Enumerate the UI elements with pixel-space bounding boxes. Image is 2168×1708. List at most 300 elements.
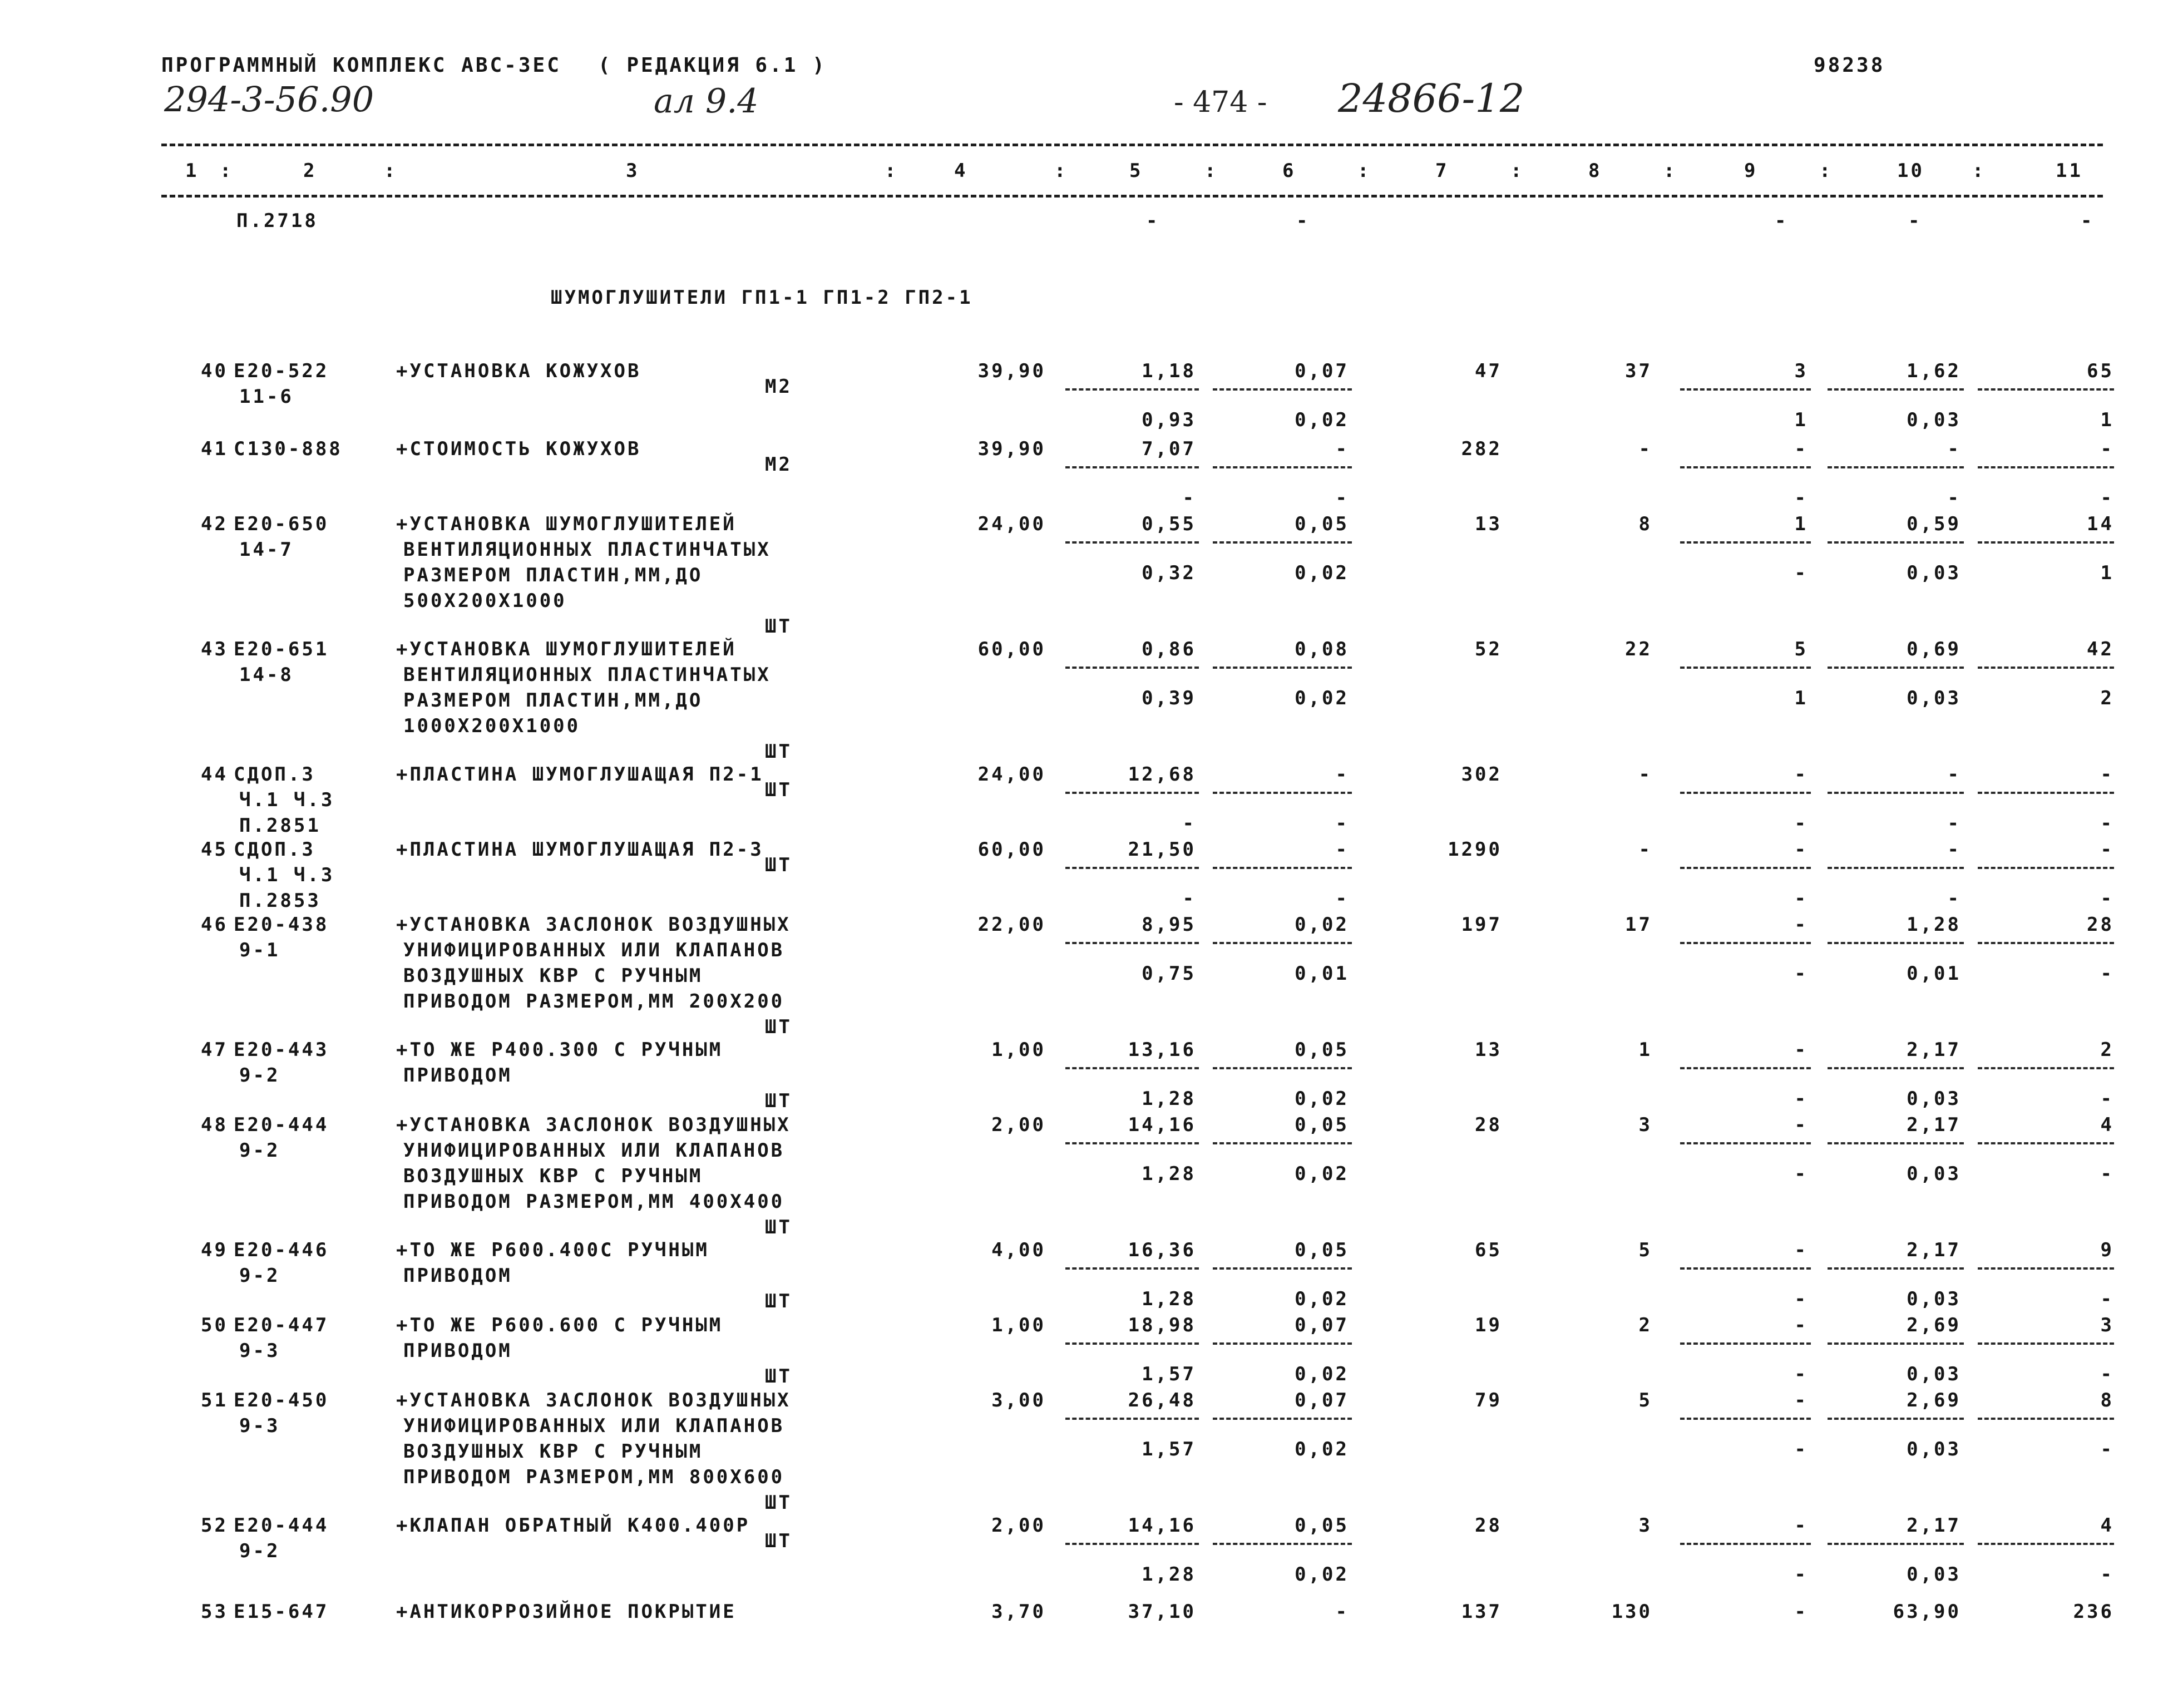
row-c10-separator [1828,942,1964,944]
row-c9-secondary: 1 [1794,409,1808,431]
row-c10-secondary: 0,03 [1907,687,1961,709]
row-c11-secondary: 2 [2100,687,2114,709]
row-number: 43 [201,638,228,660]
row-c5-secondary: - [1182,887,1196,910]
column-header-11: 11 [2056,160,2083,182]
row-col8: 5 [1638,1389,1652,1411]
row-number: 42 [201,513,228,535]
row-description: +АНТИКОРРОЗИЙНОЕ ПОКРЫТИЕ [396,1601,737,1623]
row-code: Е20-438 [234,914,329,936]
row-unit: ШТ [765,854,792,876]
row-col7: 79 [1475,1389,1502,1411]
row-col7: 28 [1475,1514,1502,1537]
row-c11-separator [1978,867,2114,869]
row-description: ВЕНТИЛЯЦИОННЫХ ПЛАСТИНЧАТЫХ [403,664,771,686]
row-unit: М2 [765,376,792,398]
row-c6: 0,07 [1295,1389,1349,1411]
row-c9-separator [1680,1267,1811,1270]
row-description: +ПЛАСТИНА ШУМОГЛУШАЩАЯ П2-1 [396,763,764,786]
row-description: РАЗМЕРОМ ПЛАСТИН,ММ,ДО [403,689,703,712]
carry-dash-value: - [1296,210,1310,232]
column-header-4: 4 [954,160,968,182]
column-separator: : [1972,160,1986,182]
row-c5-secondary: - [1182,487,1196,509]
row-quantity: 24,00 [977,763,1046,786]
row-c10-separator [1828,792,1964,794]
row-col7: 302 [1461,763,1502,786]
row-c11-separator [1978,466,2114,468]
row-c11: 4 [2100,1514,2114,1537]
row-code: Е20-450 [234,1389,329,1411]
row-c5-separator [1065,1267,1199,1270]
row-c6: 0,05 [1295,1239,1349,1261]
row-description: +УСТАНОВКА ЗАСЛОНОК ВОЗДУШНЫХ [396,914,791,936]
row-description: +УСТАНОВКА ШУМОГЛУШИТЕЛЕЙ [396,638,737,660]
edition-label: ( РЕДАКЦИЯ 6.1 ) [598,54,827,77]
column-separator: : [1204,160,1218,182]
row-number: 46 [201,914,228,936]
header-rule-bottom [161,195,2103,198]
row-c10-separator [1828,1267,1964,1270]
row-c6-separator [1213,792,1352,794]
row-code: 11-6 [239,386,294,408]
row-number: 50 [201,1314,228,1336]
row-c6-secondary: 0,02 [1295,409,1349,431]
row-description: УНИФИЦИРОВАННЫХ ИЛИ КЛАПАНОВ [403,939,785,961]
row-c9-secondary: - [1794,1163,1808,1185]
row-description: +УСТАНОВКА ЗАСЛОНОК ВОЗДУШНЫХ [396,1114,791,1136]
column-separator: : [1357,160,1371,182]
program-name: ПРОГРАММНЫЙ КОМПЛЕКС АВС-3ЕС [161,54,561,77]
row-col8: 3 [1638,1514,1652,1537]
row-c10-secondary: 0,03 [1907,1563,1961,1586]
row-c9-separator [1680,1342,1811,1345]
carry-dash-value: - [1908,210,1922,232]
column-separator: : [1510,160,1524,182]
row-c10: 2,17 [1907,1239,1961,1261]
album-label: ал 9.4 [654,82,759,121]
row-c6-secondary: 0,02 [1295,687,1349,709]
row-c10: 1,62 [1907,360,1961,382]
row-col7: 1290 [1448,838,1502,861]
row-c10-separator [1828,1067,1964,1069]
row-c5: 37,10 [1128,1601,1196,1623]
row-c10-separator [1828,1418,1964,1420]
row-quantity: 60,00 [977,838,1046,861]
row-c11-separator [1978,1067,2114,1069]
row-code: 9-3 [239,1415,280,1437]
row-description: ПРИВОДОМ [403,1064,512,1087]
row-description: УНИФИЦИРОВАННЫХ ИЛИ КЛАПАНОВ [403,1139,785,1162]
row-col7: 65 [1475,1239,1502,1261]
row-description: 1000Х200Х1000 [403,715,581,737]
row-c5-separator [1065,388,1199,391]
row-description: ПРИВОДОМ [403,1340,512,1362]
row-c9-separator [1680,388,1811,391]
row-description: +КЛАПАН ОБРАТНЫЙ К400.400Р [396,1514,750,1537]
row-code: Е20-444 [234,1114,329,1136]
row-c10: - [1947,438,1961,460]
row-c11: 4 [2100,1114,2114,1136]
row-c6: 0,05 [1295,1514,1349,1537]
row-c11: - [2100,438,2114,460]
row-c9-secondary: - [1794,487,1808,509]
row-c11-secondary: - [2100,1288,2114,1310]
row-col7: 13 [1475,1039,1502,1061]
column-header-6: 6 [1282,160,1296,182]
row-col8: - [1638,438,1652,460]
row-col8: 130 [1611,1601,1652,1623]
row-number: 52 [201,1514,228,1537]
row-description: +ТО ЖЕ Р600.400С РУЧНЫМ [396,1239,709,1261]
row-c10-secondary: - [1947,887,1961,910]
row-c9-secondary: - [1794,1288,1808,1310]
row-unit: М2 [765,453,792,476]
row-c5: 16,36 [1128,1239,1196,1261]
row-c11: 236 [2073,1601,2114,1623]
row-col8: 17 [1625,914,1652,936]
row-c6-separator [1213,388,1352,391]
row-quantity: 2,00 [991,1114,1046,1136]
column-header-1: 1 [185,160,199,182]
row-c6: 0,05 [1295,513,1349,535]
row-c10-secondary: 0,03 [1907,562,1961,584]
row-col8: - [1638,763,1652,786]
row-c11-separator [1978,942,2114,944]
row-c11-secondary: - [2100,1363,2114,1385]
row-c11-separator [1978,667,2114,669]
row-number: 47 [201,1039,228,1061]
column-header-3: 3 [626,160,640,182]
row-c11-separator [1978,1267,2114,1270]
row-c5: 21,50 [1128,838,1196,861]
row-c11: 28 [2087,914,2114,936]
column-separator: : [220,160,234,182]
row-unit: ШТ [765,741,792,763]
row-quantity: 3,70 [991,1601,1046,1623]
row-c6-secondary: 0,02 [1295,1088,1349,1110]
row-c10-separator [1828,1142,1964,1144]
row-c9: - [1794,1514,1808,1537]
row-code: Е20-651 [234,638,329,660]
row-number: 53 [201,1601,228,1623]
column-header-7: 7 [1435,160,1449,182]
row-code: СДОП.3 [234,763,315,786]
row-c5-secondary: 1,28 [1142,1288,1196,1310]
row-c6-secondary: 0,02 [1295,562,1349,584]
row-c10-secondary: 0,03 [1907,1438,1961,1460]
row-c5-separator [1065,1142,1199,1144]
row-quantity: 1,00 [991,1039,1046,1061]
row-code: П.2851 [239,814,321,837]
row-c6-secondary: 0,02 [1295,1438,1349,1460]
row-c9-separator [1680,1142,1811,1144]
row-col7: 13 [1475,513,1502,535]
row-c10: - [1947,838,1961,861]
row-col7: 197 [1461,914,1502,936]
row-col7: 19 [1475,1314,1502,1336]
row-c11: 65 [2087,360,2114,382]
row-description: +ПЛАСТИНА ШУМОГЛУШАЩАЯ П2-3 [396,838,764,861]
row-unit: ШТ [765,1090,792,1112]
row-c9-secondary: - [1794,962,1808,985]
row-c6: 0,08 [1295,638,1349,660]
row-description: УНИФИЦИРОВАННЫХ ИЛИ КЛАПАНОВ [403,1415,785,1437]
row-c10-separator [1828,541,1964,544]
row-c9: 5 [1794,638,1808,660]
row-c6: 0,05 [1295,1114,1349,1136]
row-c6-secondary: 0,02 [1295,1363,1349,1385]
row-c5-secondary: 0,39 [1142,687,1196,709]
column-header-2: 2 [303,160,317,182]
row-c9-secondary: - [1794,1088,1808,1110]
row-col8: 22 [1625,638,1652,660]
row-c10: - [1947,763,1961,786]
row-c11-separator [1978,541,2114,544]
row-quantity: 24,00 [977,513,1046,535]
row-c6: - [1335,438,1349,460]
row-code: Е20-522 [234,360,329,382]
row-c11: 9 [2100,1239,2114,1261]
row-c5-separator [1065,792,1199,794]
row-col8: 5 [1638,1239,1652,1261]
row-c6-separator [1213,1267,1352,1270]
row-c11-secondary: - [2100,1563,2114,1586]
row-code: 9-2 [239,1064,280,1087]
row-c11: 14 [2087,513,2114,535]
row-c6: 0,05 [1295,1039,1349,1061]
row-c10-separator [1828,867,1964,869]
row-description: 500Х200Х1000 [403,590,567,612]
row-c6-separator [1213,1418,1352,1420]
row-col7: 137 [1461,1601,1502,1623]
row-c11: 2 [2100,1039,2114,1061]
row-c6-separator [1213,667,1352,669]
row-c6-separator [1213,1067,1352,1069]
row-code: 9-2 [239,1265,280,1287]
row-c9: - [1794,914,1808,936]
row-description: РАЗМЕРОМ ПЛАСТИН,ММ,ДО [403,564,703,586]
row-number: 49 [201,1239,228,1261]
row-c9-secondary: - [1794,1363,1808,1385]
row-number: 41 [201,438,228,460]
row-c10: 1,28 [1907,914,1961,936]
carry-dash-value: - [1146,210,1160,232]
row-unit: ШТ [765,1216,792,1238]
row-quantity: 60,00 [977,638,1046,660]
row-description: ВОЗДУШНЫХ КВР С РУЧНЫМ [403,1440,703,1463]
column-separator: : [1663,160,1677,182]
row-code: Е15-647 [234,1601,329,1623]
row-code: 9-2 [239,1540,280,1562]
row-c6-secondary: 0,02 [1295,1288,1349,1310]
row-code: Е20-443 [234,1039,329,1061]
row-c6: - [1335,763,1349,786]
row-c11-secondary: - [2100,487,2114,509]
sheet-code: 24866-12 [1338,76,1525,121]
row-col7: 28 [1475,1114,1502,1136]
row-c5: 18,98 [1128,1314,1196,1336]
row-c9-secondary: - [1794,812,1808,835]
row-c9: - [1794,1039,1808,1061]
row-number: 48 [201,1114,228,1136]
row-c6-secondary: 0,01 [1295,962,1349,985]
row-quantity: 3,00 [991,1389,1046,1411]
row-c9-secondary: - [1794,887,1808,910]
row-description: ПРИВОДОМ РАЗМЕРОМ,ММ 800Х600 [403,1466,785,1488]
row-c9-secondary: 1 [1794,687,1808,709]
row-c11-secondary: 1 [2100,562,2114,584]
row-quantity: 1,00 [991,1314,1046,1336]
column-header-9: 9 [1744,160,1758,182]
section-title: ШУМОГЛУШИТЕЛИ ГП1-1 ГП1-2 ГП2-1 [551,287,973,309]
form-number: 98238 [1814,54,1885,77]
row-c5: 0,55 [1142,513,1196,535]
row-c9: 3 [1794,360,1808,382]
row-c10-separator [1828,1342,1964,1345]
row-number: 44 [201,763,228,786]
row-c10-secondary: 0,03 [1907,1163,1961,1185]
row-c10-secondary: 0,03 [1907,1288,1961,1310]
row-c9-separator [1680,667,1811,669]
row-c5-secondary: 0,32 [1142,562,1196,584]
row-description: ВЕНТИЛЯЦИОННЫХ ПЛАСТИНЧАТЫХ [403,539,771,561]
column-separator: : [885,160,898,182]
row-code: Е20-444 [234,1514,329,1537]
column-separator: : [1054,160,1068,182]
row-unit: ШТ [765,779,792,801]
row-col7: 282 [1461,438,1502,460]
row-c10: 0,69 [1907,638,1961,660]
row-unit: ШТ [765,1492,792,1514]
row-c9-separator [1680,541,1811,544]
row-c6-secondary: 0,02 [1295,1563,1349,1586]
row-c5-secondary: 1,28 [1142,1163,1196,1185]
row-c5: 13,16 [1128,1039,1196,1061]
row-c6: 0,02 [1295,914,1349,936]
row-c10: 2,17 [1907,1039,1961,1061]
row-c9: - [1794,763,1808,786]
row-code: 9-1 [239,939,280,961]
row-c9: - [1794,838,1808,861]
row-c10-secondary: 0,01 [1907,962,1961,985]
row-c9-separator [1680,792,1811,794]
header-rule-top [161,144,2103,146]
row-c5-secondary: 0,93 [1142,409,1196,431]
row-description: ВОЗДУШНЫХ КВР С РУЧНЫМ [403,965,703,987]
column-header-5: 5 [1129,160,1143,182]
row-c9: - [1794,1239,1808,1261]
row-c11-separator [1978,1342,2114,1345]
row-c11-secondary: - [2100,1163,2114,1185]
row-unit: ШТ [765,1290,792,1312]
row-code: 9-2 [239,1139,280,1162]
carry-dash-value: - [2081,210,2095,232]
row-c6-separator [1213,867,1352,869]
row-c5: 1,18 [1142,360,1196,382]
row-number: 51 [201,1389,228,1411]
row-code: П.2853 [239,890,321,912]
row-unit: ШТ [765,1365,792,1388]
row-c10-separator [1828,667,1964,669]
row-c6-separator [1213,1342,1352,1345]
row-c5-secondary: 0,75 [1142,962,1196,985]
row-description: ВОЗДУШНЫХ КВР С РУЧНЫМ [403,1165,703,1187]
row-c10-secondary: 0,03 [1907,1088,1961,1110]
row-c9: - [1794,1114,1808,1136]
row-c11: - [2100,838,2114,861]
row-c9-secondary: - [1794,562,1808,584]
row-c5: 26,48 [1128,1389,1196,1411]
row-c11-separator [1978,1543,2114,1545]
row-c10: 2,69 [1907,1389,1961,1411]
row-c10-secondary: 0,03 [1907,1363,1961,1385]
column-separator: : [384,160,398,182]
row-c5-secondary: 1,57 [1142,1363,1196,1385]
row-c5-secondary: - [1182,812,1196,835]
row-code: Е20-447 [234,1314,329,1336]
row-c5-separator [1065,466,1199,468]
row-c6-separator [1213,1543,1352,1545]
row-col8: - [1638,838,1652,861]
row-c6-separator [1213,541,1352,544]
row-c5-separator [1065,1543,1199,1545]
row-c11-separator [1978,792,2114,794]
row-code: Е20-446 [234,1239,329,1261]
row-code: СДОП.3 [234,838,315,861]
row-c5: 0,86 [1142,638,1196,660]
row-c6-secondary: - [1335,887,1349,910]
row-c5: 14,16 [1128,1114,1196,1136]
row-c10-secondary: 0,03 [1907,409,1961,431]
row-code: С130-888 [234,438,343,460]
row-c11: 8 [2100,1389,2114,1411]
row-c11-secondary: - [2100,1088,2114,1110]
row-c11-secondary: - [2100,812,2114,835]
row-c10-separator [1828,1543,1964,1545]
row-c10: 63,90 [1893,1601,1961,1623]
row-c10-secondary: - [1947,487,1961,509]
row-unit: ШТ [765,1016,792,1038]
column-header-10: 10 [1897,160,1924,182]
row-description: ПРИВОДОМ [403,1265,512,1287]
row-c11-secondary: - [2100,962,2114,985]
row-c11: - [2100,763,2114,786]
row-c6: 0,07 [1295,1314,1349,1336]
row-unit: ШТ [765,615,792,638]
row-c9: 1 [1794,513,1808,535]
row-c5: 8,95 [1142,914,1196,936]
row-number: 45 [201,838,228,861]
row-col8: 8 [1638,513,1652,535]
column-separator: : [1819,160,1833,182]
row-c6-secondary: - [1335,812,1349,835]
row-description: +УСТАНОВКА КОЖУХОВ [396,360,641,382]
row-c6-secondary: 0,02 [1295,1163,1349,1185]
row-quantity: 39,90 [977,360,1046,382]
row-c11-separator [1978,1418,2114,1420]
row-c9: - [1794,1601,1808,1623]
row-c5-separator [1065,1342,1199,1345]
row-description: ПРИВОДОМ РАЗМЕРОМ,ММ 200Х200 [403,990,785,1013]
row-quantity: 22,00 [977,914,1046,936]
row-c6: - [1335,1601,1349,1623]
row-c10-secondary: - [1947,812,1961,835]
row-quantity: 39,90 [977,438,1046,460]
row-c6: - [1335,838,1349,861]
row-c10-separator [1828,466,1964,468]
row-c9: - [1794,438,1808,460]
